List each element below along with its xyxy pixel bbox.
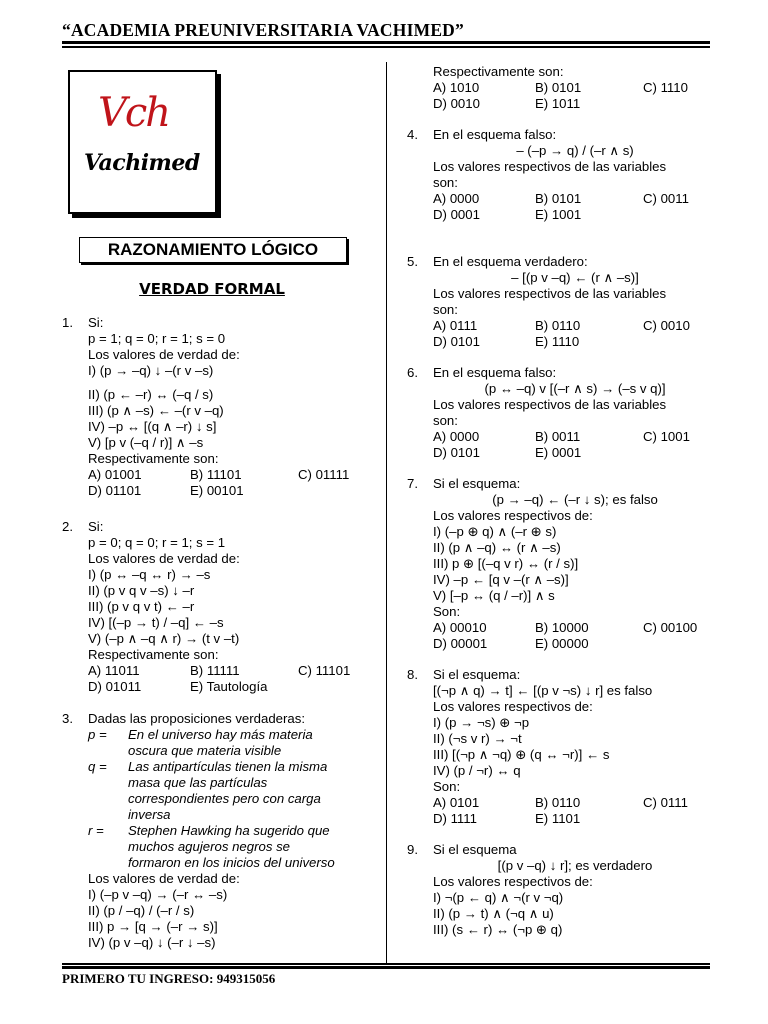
answer-options bbox=[62, 483, 372, 499]
question-8 bbox=[407, 667, 717, 683]
option-a: A) 1010 bbox=[433, 80, 480, 95]
question-number: 4. bbox=[407, 127, 418, 142]
proposition-text: muchos agujeros negros se bbox=[128, 839, 291, 854]
answer-options bbox=[62, 663, 372, 679]
option-a: A) 11011 bbox=[88, 663, 140, 678]
proposition-text: En el universo hay más materia bbox=[128, 727, 313, 742]
proposition-text: correspondientes pero con carga bbox=[128, 791, 321, 806]
subject-title: RAZONAMIENTO LÓGICO bbox=[79, 237, 347, 263]
question-ask: Los valores respectivos de: bbox=[433, 874, 593, 889]
option-a: A) 0000 bbox=[433, 429, 480, 444]
question-6 bbox=[407, 365, 717, 381]
option-d: D) 1111 bbox=[433, 811, 477, 826]
question-intro: Si: bbox=[88, 519, 104, 534]
question-ask: Los valores de verdad de: bbox=[88, 871, 240, 886]
vachimed-logo bbox=[68, 70, 217, 214]
expression-item: III) (s ← r) ↔ (¬p ⊕ q) bbox=[433, 922, 563, 937]
question-2 bbox=[62, 519, 372, 535]
logo-mark: Vch bbox=[98, 90, 170, 136]
given-values: p = 0; q = 0; r = 1; s = 1 bbox=[88, 535, 226, 550]
footer-rule-top bbox=[62, 963, 710, 965]
question-intro: Dadas las proposiciones verdaderas: bbox=[88, 711, 305, 726]
footer-rule-bottom bbox=[62, 966, 710, 969]
header-rule-top bbox=[62, 41, 710, 44]
question-number: 2. bbox=[62, 519, 73, 534]
question-intro: En el esquema falso: bbox=[433, 127, 557, 142]
answer-options bbox=[407, 636, 717, 652]
proposition-text: masa que las partículas bbox=[128, 775, 268, 790]
question-1 bbox=[62, 315, 372, 331]
answer-options bbox=[407, 429, 717, 445]
option-e: E) 1001 bbox=[535, 207, 582, 222]
option-a: A) 0111 bbox=[433, 318, 478, 333]
expression-item: V) [p v (–q / r)] ∧ –s bbox=[88, 435, 204, 450]
option-b: B) 11101 bbox=[190, 467, 242, 482]
proposition-var: q = bbox=[88, 759, 107, 774]
expression-item: I) (p → –q) ↓ –(r v –s) bbox=[88, 363, 214, 378]
question-expression: (p ↔ –q) v [(–r ∧ s) → (–s v q)] bbox=[484, 381, 666, 396]
question-number: 1. bbox=[62, 315, 73, 330]
expression-item: IV) –p ↔ [(q ∧ –r) ↓ s] bbox=[88, 419, 217, 434]
proposition-text: inversa bbox=[128, 807, 171, 822]
proposition-p bbox=[62, 727, 372, 743]
option-a: A) 01001 bbox=[88, 467, 142, 482]
option-d: D) 0001 bbox=[433, 207, 480, 222]
expression-item: II) (p → t) ∧ (¬q ∧ u) bbox=[433, 906, 554, 921]
question-ask-cont: son: bbox=[433, 175, 458, 190]
option-c: C) 01111 bbox=[298, 467, 350, 482]
question-number: 5. bbox=[407, 254, 418, 269]
expression-item: II) (p v q v –s) ↓ –r bbox=[88, 583, 195, 598]
proposition-r bbox=[62, 823, 372, 839]
option-c: C) 00100 bbox=[643, 620, 698, 635]
expression-item: IV) [(–p → t) / –q] ← –s bbox=[88, 615, 224, 630]
expression-item: V) (–p ∧ –q ∧ r) → (t v –t) bbox=[88, 631, 240, 646]
option-d: D) 0101 bbox=[433, 445, 480, 460]
option-e: E) 1011 bbox=[535, 96, 581, 111]
answer-options bbox=[407, 207, 717, 223]
option-e: E) Tautología bbox=[190, 679, 268, 694]
question-ask: Los valores respectivos de las variables bbox=[433, 397, 667, 412]
proposition-text: formaron en los inicios del universo bbox=[128, 855, 335, 870]
question-number: 8. bbox=[407, 667, 418, 682]
answer-options bbox=[407, 445, 717, 461]
proposition-q bbox=[62, 759, 372, 775]
option-d: D) 0010 bbox=[433, 96, 480, 111]
question-intro: En el esquema verdadero: bbox=[433, 254, 588, 269]
question-ask: Los valores de verdad de: bbox=[88, 347, 240, 362]
expression-item: III) p ⊕ [(–q v r) ↔ (r / s)] bbox=[433, 556, 579, 571]
option-b: B) 0110 bbox=[535, 318, 581, 333]
option-b: B) 0101 bbox=[535, 191, 582, 206]
option-b: B) 0101 bbox=[535, 80, 582, 95]
expression-item: V) [–p ↔ (q / –r)] ∧ s bbox=[433, 588, 555, 603]
question-ask-cont: son: bbox=[433, 413, 458, 428]
question-resp: Respectivamente son: bbox=[88, 451, 219, 466]
answer-options bbox=[407, 795, 717, 811]
proposition-text: Las antipartículas tienen la misma bbox=[128, 759, 328, 774]
option-c: C) 0111 bbox=[643, 795, 688, 810]
expression-item: I) ¬(p ← q) ∧ ¬(r v ¬q) bbox=[433, 890, 564, 905]
question-resp: Respectivamente son: bbox=[433, 64, 564, 79]
expression-item: II) (p / –q) / (–r / s) bbox=[88, 903, 195, 918]
option-d: D) 01011 bbox=[88, 679, 142, 694]
option-b: B) 10000 bbox=[535, 620, 589, 635]
column-divider bbox=[386, 62, 387, 964]
expression-item: IV) –p ← [q v –(r ∧ –s)] bbox=[433, 572, 569, 587]
question-resp: Son: bbox=[433, 604, 461, 619]
question-intro: Si el esquema bbox=[433, 842, 517, 857]
option-c: C) 11101 bbox=[298, 663, 351, 678]
question-intro: Si el esquema: bbox=[433, 667, 521, 682]
expression-item: IV) (p v –q) ↓ (–r ↓ –s) bbox=[88, 935, 216, 950]
question-intro: Si: bbox=[88, 315, 104, 330]
expression-item: II) (p ∧ –q) ↔ (r ∧ –s) bbox=[433, 540, 561, 555]
question-7 bbox=[407, 476, 717, 492]
question-number: 6. bbox=[407, 365, 418, 380]
question-4 bbox=[407, 127, 717, 143]
expression-item: I) (p ↔ –q ↔ r) → –s bbox=[88, 567, 211, 582]
academy-header: “ACADEMIA PREUNIVERSITARIA VACHIMED” bbox=[62, 20, 464, 40]
option-b: B) 11111 bbox=[190, 663, 240, 678]
question-9 bbox=[407, 842, 717, 858]
logo-name: Vachimed bbox=[84, 150, 200, 176]
option-c: C) 0010 bbox=[643, 318, 690, 333]
answer-options bbox=[407, 318, 717, 334]
question-resp: Respectivamente son: bbox=[88, 647, 219, 662]
question-expression: – (–p → q) / (–r ∧ s) bbox=[516, 143, 634, 158]
question-number: 9. bbox=[407, 842, 418, 857]
answer-options bbox=[407, 811, 717, 827]
question-intro: Si el esquema: bbox=[433, 476, 521, 491]
option-e: E) 1101 bbox=[535, 811, 581, 826]
option-e: E) 00000 bbox=[535, 636, 589, 651]
section-subtitle: VERDAD FORMAL bbox=[139, 280, 285, 298]
question-ask-cont: son: bbox=[433, 302, 458, 317]
option-e: E) 0001 bbox=[535, 445, 582, 460]
question-ask: Los valores respectivos de las variables bbox=[433, 159, 667, 174]
question-expression: (p → –q) ← (–r ↓ s); es falso bbox=[492, 492, 658, 507]
expression-item: III) [(¬p ∧ ¬q) ⊕ (q ↔ ¬r)] ← s bbox=[433, 747, 610, 762]
option-b: B) 0110 bbox=[535, 795, 581, 810]
question-5 bbox=[407, 254, 717, 270]
question-3 bbox=[62, 711, 372, 727]
answer-options bbox=[407, 620, 717, 636]
left-column bbox=[62, 315, 372, 951]
option-b: B) 0011 bbox=[535, 429, 581, 444]
given-values: p = 1; q = 0; r = 1; s = 0 bbox=[88, 331, 226, 346]
question-expression: – [(p v –q) ← (r ∧ –s)] bbox=[511, 270, 639, 285]
question-ask: Los valores respectivos de: bbox=[433, 508, 593, 523]
option-a: A) 0101 bbox=[433, 795, 480, 810]
option-e: E) 00101 bbox=[190, 483, 244, 498]
option-c: C) 0011 bbox=[643, 191, 689, 206]
header-rule-bottom bbox=[62, 46, 710, 48]
expression-item: I) (p → ¬s) ⊕ ¬p bbox=[433, 715, 530, 730]
answer-options bbox=[407, 96, 717, 112]
question-ask: Los valores respectivos de las variables bbox=[433, 286, 667, 301]
option-d: D) 0101 bbox=[433, 334, 480, 349]
expression-item: I) (–p v –q) → (–r ↔ –s) bbox=[88, 887, 228, 902]
proposition-var: r = bbox=[88, 823, 104, 838]
option-a: A) 00010 bbox=[433, 620, 487, 635]
answer-options bbox=[62, 467, 372, 483]
option-d: D) 01101 bbox=[88, 483, 142, 498]
proposition-text: Stephen Hawking ha sugerido que bbox=[128, 823, 330, 838]
answer-options bbox=[62, 679, 372, 695]
expression-item: III) (p ∧ –s) ← –(r v –q) bbox=[88, 403, 224, 418]
expression-item: III) (p v q v t) ← –r bbox=[88, 599, 195, 614]
expression-item: III) p → [q → (–r → s)] bbox=[88, 919, 218, 934]
option-c: C) 1110 bbox=[643, 80, 688, 95]
expression-item: IV) (p / ¬r) ↔ q bbox=[433, 763, 521, 778]
answer-options bbox=[407, 80, 717, 96]
question-ask: Los valores respectivos de: bbox=[433, 699, 593, 714]
right-column bbox=[407, 64, 717, 938]
question-number: 7. bbox=[407, 476, 418, 491]
option-a: A) 0000 bbox=[433, 191, 480, 206]
question-resp: Son: bbox=[433, 779, 461, 794]
question-number: 3. bbox=[62, 711, 73, 726]
question-ask: Los valores de verdad de: bbox=[88, 551, 240, 566]
answer-options bbox=[407, 191, 717, 207]
question-intro: En el esquema falso: bbox=[433, 365, 557, 380]
expression-item: II) (¬s v r) → ¬t bbox=[433, 731, 522, 746]
question-expression: [(p v –q) ↓ r]; es verdadero bbox=[497, 858, 653, 873]
proposition-var: p = bbox=[88, 727, 107, 742]
answer-options bbox=[407, 334, 717, 350]
footer-contact: PRIMERO TU INGRESO: 949315056 bbox=[62, 971, 276, 986]
expression-item: I) (–p ⊕ q) ∧ (–r ⊕ s) bbox=[433, 524, 557, 539]
option-e: E) 1110 bbox=[535, 334, 580, 349]
expression-item: II) (p ← –r) ↔ (–q / s) bbox=[88, 387, 214, 402]
question-expression: [(¬p ∧ q) → t] ← [(p v ¬s) ↓ r] es falso bbox=[433, 683, 653, 698]
proposition-text: oscura que materia visible bbox=[128, 743, 282, 758]
option-c: C) 1001 bbox=[643, 429, 690, 444]
option-d: D) 00001 bbox=[433, 636, 488, 651]
